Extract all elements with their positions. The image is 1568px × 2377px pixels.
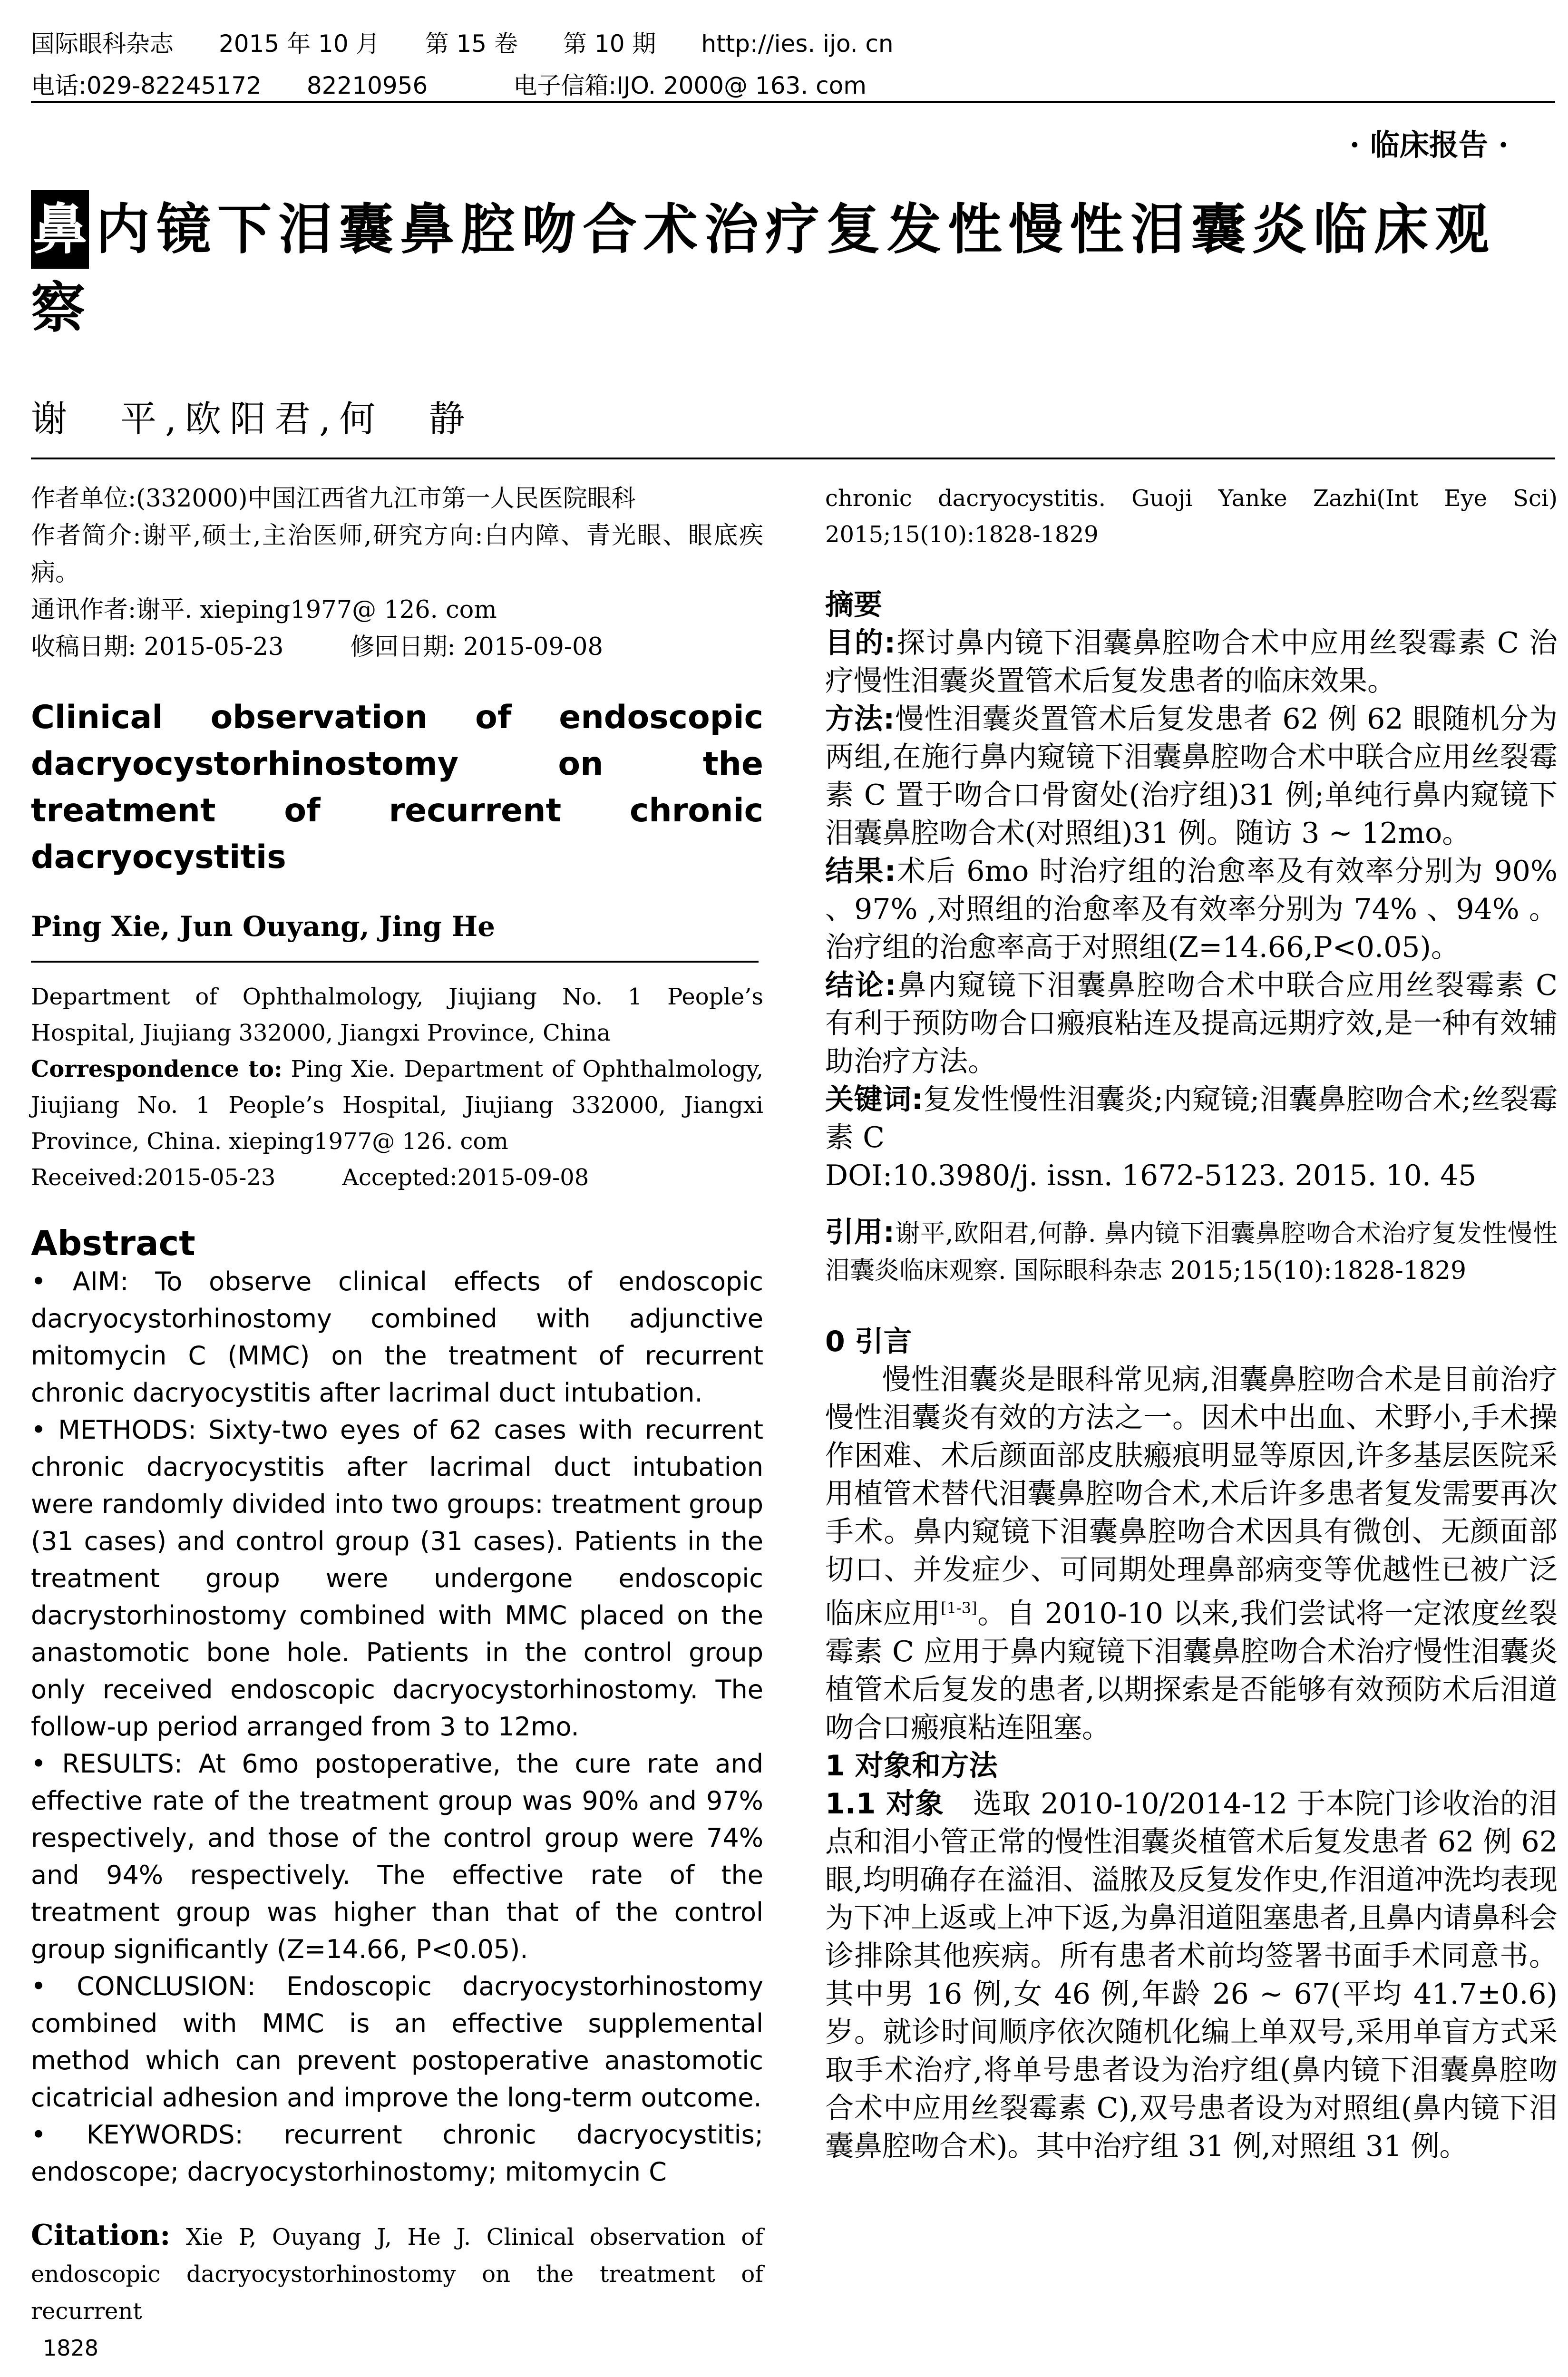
- section-tag: · 临床报告 ·: [1349, 127, 1509, 162]
- results-label: 结果:: [825, 855, 896, 888]
- phone2: 82210956: [306, 72, 428, 99]
- abstract-keywords: • KEYWORDS: recurrent chronic dacryocystitis; endoscope; dacryocystorhinostomy; mitomycin C: [31, 2120, 763, 2187]
- abstract-keywords-cn: [825, 1081, 1558, 1157]
- page-number: 1828: [43, 2335, 99, 2361]
- intro-paragraph: [825, 1361, 1558, 1747]
- left-column: [31, 480, 763, 2330]
- subjects-paragraph: [825, 1785, 1558, 2165]
- abstract-conclusion-cn: [825, 966, 1558, 1081]
- cite-label: 引用:: [825, 1216, 895, 1249]
- cite-cn: [825, 1214, 1558, 1289]
- title-rule: [31, 458, 1555, 459]
- correspondence-text: Ping Xie. Department of Ophthalmology, Jiujiang No. 1 People’s Hospital, Jiujiang 332000, Jiangxi Province, China. xieping1977@ 126. com: [31, 1056, 763, 1155]
- author-bio: 作者简介:谢平,硕士,主治医师,研究方向:白内障、青光眼、眼底疾病。: [31, 522, 763, 587]
- article-title: [31, 190, 1555, 347]
- journal-header-line2: [31, 67, 935, 101]
- abstract-conclusion: • CONCLUSION: Endoscopic dacryocystorhinostomy combined with MMC is an effective supplemental method which can prevent postoperative anastomotic cicatricial adhesion and improve the long-term outcome.: [31, 1971, 763, 2113]
- right-column: [825, 480, 1558, 2165]
- intro-reference[interactable]: [1-3]: [941, 1599, 977, 1617]
- subjects-label: 1.1 对象: [825, 1787, 945, 1821]
- phone: 电话:029-82245172: [31, 72, 262, 99]
- abstract-cn-heading: 摘要: [825, 588, 882, 622]
- doi: DOI:10.3980/j. issn. 1672-5123. 2015. 10. 45: [825, 1159, 1477, 1192]
- conclusion-label: 结论:: [825, 969, 896, 1002]
- abstract-methods-cn: [825, 700, 1558, 852]
- citation-en: [31, 2217, 763, 2330]
- received-en: Received:2015-05-23: [31, 1164, 276, 1191]
- journal-url[interactable]: http://ies. ijo. cn: [701, 30, 894, 58]
- abstract-objective: [825, 624, 1558, 700]
- conclusion-text: 鼻内窥镜下泪囊鼻腔吻合术中联合应用丝裂霉素 C 有利于预防吻合口瘢痕粘连及提高远期疗效,是一种有效辅助治疗方法。: [825, 969, 1558, 1078]
- english-dates: [31, 1159, 763, 1196]
- citation-text: Xie P, Ouyang J, He J. Clinical observation of endoscopic dacryocystorhinostomy on the treatment of recurrent: [31, 2224, 763, 2325]
- english-correspondence: [31, 1051, 763, 1159]
- received-cn: 收稿日期: 2015-05-23: [31, 633, 284, 661]
- results-text: 术后 6mo 时治疗组的治愈率及有效率分别为 90% 、97% ,对照组的治愈率及有效率分别为 74% 、94% 。治疗组的治愈率高于对照组(Z=14.66,P<0.05)。: [825, 855, 1558, 964]
- journal-name: 国际眼科杂志: [31, 30, 174, 58]
- methods-label: 方法:: [825, 702, 895, 736]
- objective-label: 目的:: [825, 626, 896, 660]
- journal-header-line1: [31, 25, 935, 59]
- issue: 第 10 期: [563, 30, 656, 58]
- header-rule: [31, 101, 1555, 103]
- methods-text: 慢性泪囊炎置管术后复发患者 62 例 62 眼随机分为两组,在施行鼻内窥镜下泪囊鼻腔吻合术中联合应用丝裂霉素 C 置于吻合口骨窗处(治疗组)31 例;单纯行鼻内窥镜下泪囊鼻腔吻合术(对照组)31 例。随访 3 ~ 12mo。: [825, 702, 1558, 850]
- volume: 第 15 卷: [425, 30, 518, 58]
- english-title: Clinical observation of endoscopic dacryocystorhinostomy on the treatment of recurrent chronic dacryocystitis: [31, 699, 763, 876]
- methods-heading: 1 对象和方法: [825, 1749, 998, 1783]
- citation-continued: chronic dacryocystitis. Guoji Yanke Zazhi(Int Eye Sci) 2015;15(10):1828-1829: [825, 485, 1558, 548]
- authors-cn: 谢 平,欧阳君,何 静: [31, 398, 474, 440]
- intro-text-continued: 。自 2010-10 以来,我们尝试将一定浓度丝裂霉素 C 应用于鼻内窥镜下泪囊鼻腔吻合术治疗慢性泪囊炎植管术后复发的患者,以期探索是否能够有效预防术后泪道吻合口瘢痕粘连阻塞。: [825, 1597, 1558, 1744]
- abstract-results: • RESULTS: At 6mo postoperative, the cure rate and effective rate of the treatment group was 90% and 97% respectively, and those of the control group were 74% and 94% respectively. The effective rate of the treatment group was higher than that of the control group significantly (Z=14.66, P<0.05).: [31, 1749, 763, 1964]
- correspondence-cn: 通讯作者:谢平. xieping1977@ 126. com: [31, 596, 497, 624]
- title-text: 内镜下泪囊鼻腔吻合术治疗复发性慢性泪囊炎临床观察: [31, 198, 1496, 340]
- authors-rule: [31, 961, 759, 963]
- intro-heading: 0 引言: [825, 1325, 912, 1358]
- email: 电子信箱:IJO. 2000@ 163. com: [513, 72, 867, 99]
- subjects-text: 选取 2010-10/2014-12 于本院门诊收治的泪点和泪小管正常的慢性泪囊炎植管术后复发患者 62 例 62 眼,均明确存在溢泪、溢脓及反复发作史,作泪道冲洗均表现为下冲上返或上冲下返,为鼻泪道阻塞患者,且鼻内请鼻科会诊排除其他疾病。所有患者术前均签署书面手术同意书。其中男 16 例,女 46 例,年龄 26 ~ 67(平均 41.7±0.6)岁。就诊时间顺序依次随机化编上单双号,采用单盲方式采取手术治疗,将单号患者设为治疗组(鼻内镜下泪囊鼻腔吻合术中应用丝裂霉素 C),双号患者设为对照组(鼻内镜下泪囊鼻腔吻合术)。其中治疗组 31 例,对照组 31 例。: [825, 1787, 1558, 2163]
- objective-text: 探讨鼻内镜下泪囊鼻腔吻合术中应用丝裂霉素 C 治疗慢性泪囊炎置管术后复发患者的临床效果。: [825, 626, 1558, 698]
- english-authors: Ping Xie, Jun Ouyang, Jing He: [31, 910, 496, 943]
- intro-text: 慢性泪囊炎是眼科常见病,泪囊鼻腔吻合术是目前治疗慢性泪囊炎有效的方法之一。因术中出血、术野小,手术操作困难、术后颜面部皮肤瘢痕明显等原因,许多基层医院采用植管术替代泪囊鼻腔吻合术,术后许多患者复发需要再次手术。鼻内窥镜下泪囊鼻腔吻合术因具有微创、无颜面部切口、并发症少、可同期处理鼻部病变等优越性已被广泛临床应用: [825, 1363, 1558, 1630]
- cite-text: 谢平,欧阳君,何静. 鼻内镜下泪囊鼻腔吻合术治疗复发性慢性泪囊炎临床观察. 国际眼科杂志 2015;15(10):1828-1829: [825, 1219, 1558, 1285]
- accepted-en: Accepted:2015-09-08: [342, 1164, 589, 1191]
- correspondence-label: Correspondence to:: [31, 1056, 282, 1082]
- revised-cn: 修回日期: 2015-09-08: [350, 633, 603, 661]
- keywords-label: 关键词:: [825, 1083, 923, 1116]
- citation-label: Citation:: [31, 2219, 171, 2252]
- abstract-results-cn: [825, 852, 1558, 966]
- keywords-text: 复发性慢性泪囊炎;内窥镜;泪囊鼻腔吻合术;丝裂霉素 C: [825, 1083, 1558, 1154]
- issue-date: 2015 年 10 月: [219, 30, 380, 58]
- abstract-aim: • AIM: To observe clinical effects of endoscopic dacryocystorhinostomy combined with adjunctive mitomycin C (MMC) on the treatment of recurrent chronic dacryocystitis after lacrimal duct intubation.: [31, 1266, 763, 1408]
- abstract-heading: Abstract: [31, 1223, 195, 1263]
- dates-cn: [31, 629, 763, 666]
- english-department: Department of Ophthalmology, Jiujiang No. 1 People’s Hospital, Jiujiang 332000, Jiangxi Province, China: [31, 984, 763, 1046]
- abstract-methods: • METHODS: Sixty-two eyes of 62 cases with recurrent chronic dacryocystitis after lacrimal duct intubation were randomly divided into two groups: treatment group (31 cases) and control group (31 cases). Patients in the treatment group were undergone endoscopic dacrystorhinostomy combined with MMC placed on the anastomotic bone hole. Patients in the control group only received endoscopic dacryocystorhinostomy. The follow-up period arranged from 3 to 12mo.: [31, 1415, 763, 1742]
- affiliation: 作者单位:(332000)中国江西省九江市第一人民医院眼科: [31, 485, 636, 513]
- title-first-char: 鼻: [31, 190, 89, 269]
